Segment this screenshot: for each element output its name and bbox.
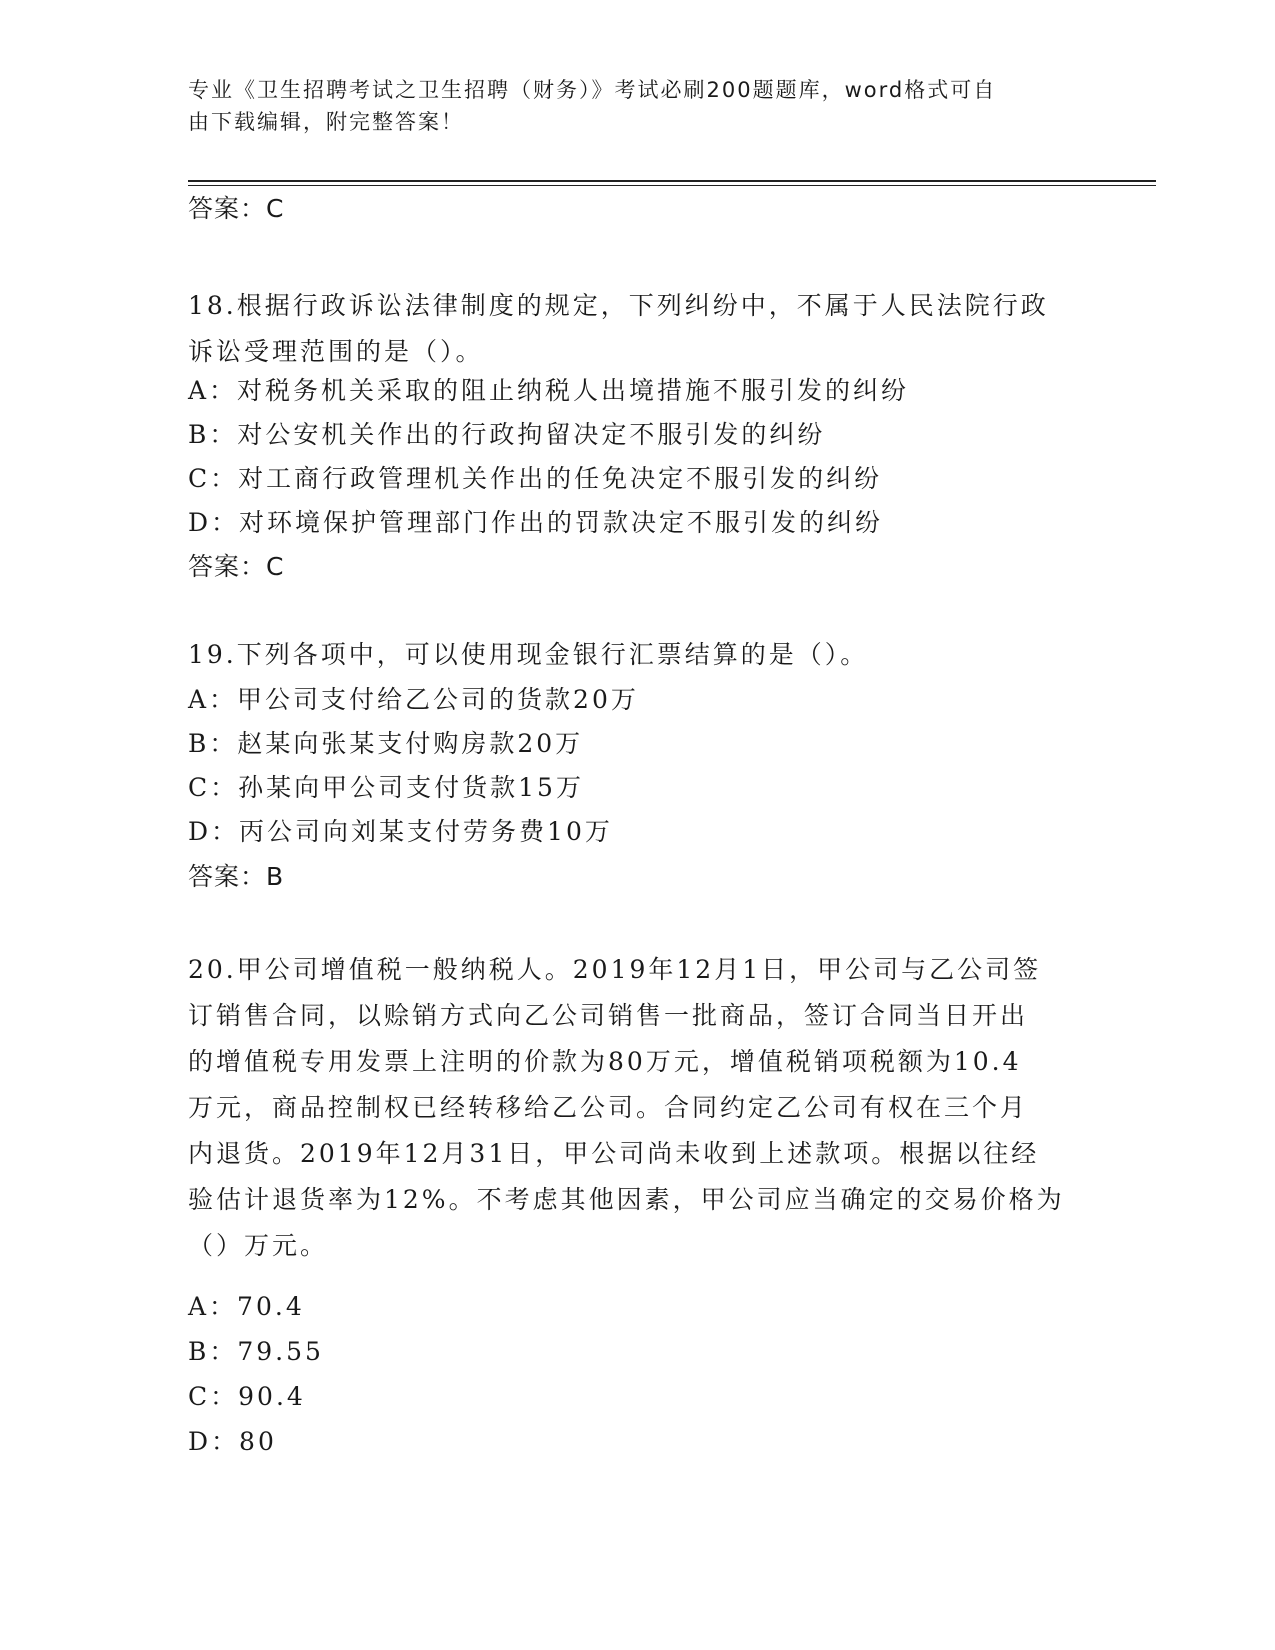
- question-19-option-c: C：孙某向甲公司支付货款15万: [188, 773, 584, 802]
- question-18-option-d: D：对环境保护管理部门作出的罚款决定不服引发的纠纷: [188, 508, 884, 537]
- question-20-line-1: 20.甲公司增值税一般纳税人。2019年12月1日，甲公司与乙公司签: [188, 955, 1042, 984]
- question-18-option-c: C：对工商行政管理机关作出的任免决定不服引发的纠纷: [188, 464, 883, 493]
- header-line-1: 专业《卫生招聘考试之卫生招聘（财务）》考试必刷200题题库，word格式可自: [188, 78, 997, 102]
- question-18-line-1: 18.根据行政诉讼法律制度的规定，下列纠纷中，不属于人民法院行政: [188, 291, 1049, 320]
- document-header: [188, 74, 1068, 138]
- question-20-option-d: D：80: [188, 1427, 277, 1456]
- question-20-option-a: A：70.4: [188, 1292, 305, 1321]
- header-line-2: 由下载编辑，附完整答案！: [188, 110, 464, 134]
- question-19-option-a: A：甲公司支付给乙公司的货款20万: [188, 685, 639, 714]
- question-20-line-5: 内退货。2019年12月31日，甲公司尚未收到上述款项。根据以往经: [188, 1139, 1040, 1168]
- header-rule-thin: [188, 185, 1156, 186]
- previous-answer: 答案：C: [188, 194, 285, 223]
- question-19-answer: 答案：B: [188, 862, 285, 891]
- question-19-stem: 19.下列各项中，可以使用现金银行汇票结算的是（）。: [188, 640, 869, 669]
- question-20-option-b: B：79.55: [188, 1337, 324, 1366]
- question-18-answer: 答案：C: [188, 552, 285, 581]
- question-20-line-2: 订销售合同，以赊销方式向乙公司销售一批商品，签订合同当日开出: [188, 1001, 1029, 1030]
- question-20-line-3: 的增值税专用发票上注明的价款为80万元，增值税销项税额为10.4: [188, 1047, 1022, 1076]
- question-18-stem: [188, 283, 1088, 375]
- question-19-option-b: B：赵某向张某支付购房款20万: [188, 729, 584, 758]
- question-18-option-b: B：对公安机关作出的行政拘留决定不服引发的纠纷: [188, 420, 826, 449]
- question-20-line-7: （）万元。: [188, 1231, 329, 1260]
- question-20-option-c: C：90.4: [188, 1382, 306, 1411]
- question-20-line-4: 万元，商品控制权已经转移给乙公司。合同约定乙公司有权在三个月: [188, 1093, 1029, 1122]
- question-20-stem: [188, 947, 1088, 1269]
- question-20-line-6: 验估计退货率为12%。不考虑其他因素，甲公司应当确定的交易价格为: [188, 1185, 1065, 1214]
- question-18-option-a: A：对税务机关采取的阻止纳税人出境措施不服引发的纠纷: [188, 376, 910, 405]
- question-18-line-2: 诉讼受理范围的是（）。: [188, 337, 484, 366]
- question-19-option-d: D：丙公司向刘某支付劳务费10万: [188, 817, 613, 846]
- header-rule-thick: [188, 180, 1156, 182]
